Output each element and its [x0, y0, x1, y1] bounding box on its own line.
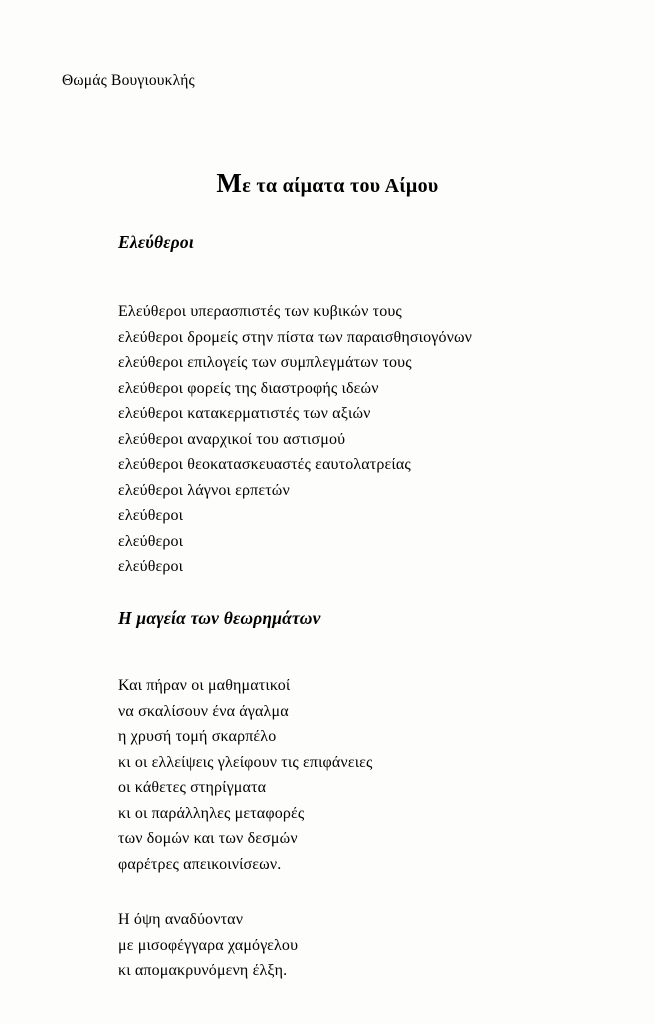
- poem-line: των δομών και των δεσμών: [118, 830, 298, 847]
- poem-line: φαρέτρες απεικοινίσεων.: [118, 855, 282, 873]
- poem-line: Και πήραν οι μαθηματικοί: [118, 677, 291, 694]
- title-rest: ε τα αίματα του Αίμου: [242, 175, 439, 197]
- poem-line: ελεύθεροι: [118, 558, 184, 575]
- poem-line: να σκαλίσουν ένα άγαλμα: [118, 702, 289, 720]
- poem-line: κι οι παράλληλες μεταφορές: [118, 804, 305, 822]
- title-dropcap: Μ: [216, 168, 243, 198]
- poem-stanza: [0, 907, 655, 984]
- poem-stanza: [0, 299, 655, 580]
- poem-line: ελεύθεροι: [118, 532, 184, 550]
- poem-section-magia: [0, 608, 655, 984]
- poem-line: ελεύθεροι δρομείς στην πίστα των παραισθησιογόνων: [118, 328, 473, 346]
- poem-line: ελεύθεροι λάγνοι ερπετών: [118, 481, 290, 499]
- poem-section-eleftheroi: [0, 232, 655, 580]
- poem-line: η χρυσή τομή σκαρπέλο: [118, 728, 277, 745]
- poem-line: κι απομακρυνόμενη έλξη.: [118, 962, 288, 979]
- poem-line: ελεύθεροι φορείς της διαστροφής ιδεών: [118, 379, 379, 397]
- author-name: Θωμάς Βουγιουκλής: [62, 72, 195, 89]
- poem-line: Ελεύθεροι υπερασπιστές των κυβικών τους: [118, 303, 402, 320]
- poem-title: Ελεύθεροι: [118, 232, 194, 252]
- poem-line: Η όψη αναδύονταν: [118, 911, 244, 928]
- poem-title: Η μαγεία των θεωρημάτων: [118, 608, 321, 628]
- poem-stanza: [0, 673, 655, 877]
- poem-line: ελεύθεροι κατακερματιστές των αξιών: [118, 405, 371, 422]
- page-title: [0, 170, 655, 198]
- poem-line: ελεύθεροι αναρχικοί του αστισμού: [118, 430, 346, 448]
- poem-line: με μισοφέγγαρα χαμόγελου: [118, 936, 299, 954]
- poem-line: κι οι ελλείψεις γλείφουν τις επιφάνειες: [118, 753, 373, 771]
- poem-line: ελεύθεροι θεοκατασκευαστές εαυτολατρείας: [118, 456, 411, 473]
- poem-line: ελεύθεροι επιλογείς των συμπλεγμάτων τους: [118, 354, 412, 371]
- poem-line: ελεύθεροι: [118, 507, 184, 524]
- poem-line: οι κάθετες στηρίγματα: [118, 779, 267, 796]
